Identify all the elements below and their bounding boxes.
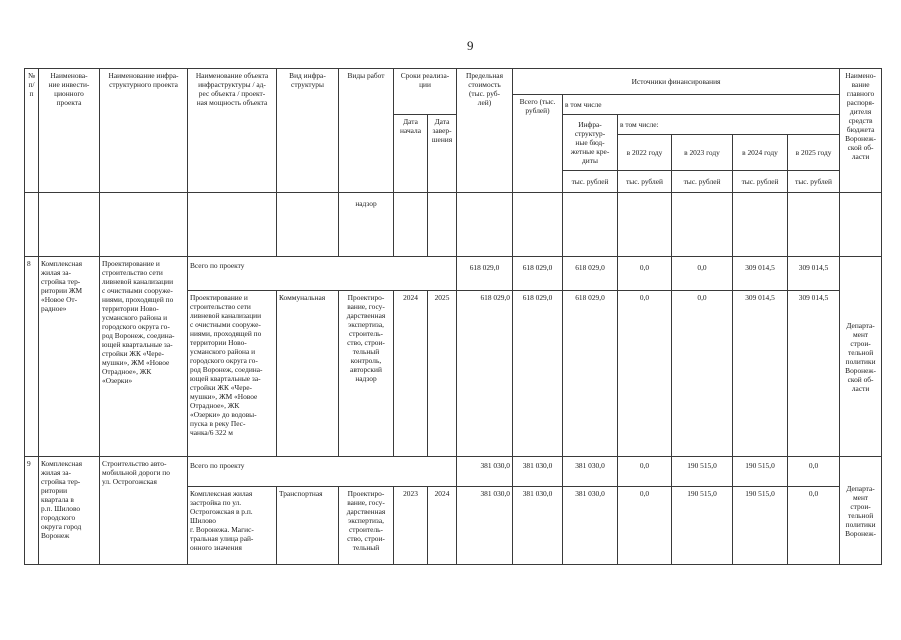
object-cell: Комплексная жилая застройка по ул. Острогожская в р.п. Шилово г. Воронежа. Магис- тральная улица рай- онного значения	[188, 487, 277, 565]
detail-2025: 0,0	[788, 487, 840, 565]
infra-name-cell: Строительство авто- мобильной дороги по ул. Острогожская	[100, 457, 188, 565]
total-max-cost: 381 030,0	[457, 457, 513, 487]
total-2025: 309 014,5	[788, 257, 840, 291]
unit-credits: тыс. рублей	[563, 171, 618, 193]
header-2025: в 2025 году	[788, 135, 840, 171]
detail-2024: 309 014,5	[733, 291, 788, 457]
total-label: Всего по проекту	[188, 457, 457, 487]
header-total: Всего (тыс. рублей)	[513, 95, 563, 193]
total-credits: 618 029,0	[563, 257, 618, 291]
invest-name-cell: Комплексная жилая за- стройка тер- ритории квартала в р.п. Шилово городского округа город Воронеж	[39, 457, 100, 565]
manager-cell: Департа- мент строи- тельной политики Воронеж- ской об- ласти	[840, 257, 882, 457]
end-date: 2024	[428, 487, 457, 565]
total-label: Всего по проекту	[188, 257, 457, 291]
infra-name-cell: Проектирование и строительство сети ливневой канализации с очистными сооруже- ниями, проходящей по территории Ново- усманского района и городского округа го- род Воронеж, соедина- ющей квартальные за- стройки ЖК «Чере- мушки», ЖМ «Новое Отрадное», ЖК «Озерки»	[100, 257, 188, 457]
header-start: Дата начала	[394, 115, 428, 193]
header-sources: Источники финансирования	[513, 69, 840, 95]
detail-2023: 0,0	[672, 291, 733, 457]
unit-2023: тыс. рублей	[672, 171, 733, 193]
header-including2: в том числе:	[618, 115, 840, 135]
detail-all: 618 029,0	[513, 291, 563, 457]
header-num: № п/п	[25, 69, 39, 193]
detail-2024: 190 515,0	[733, 487, 788, 565]
work-type-cell: Проектиро- вание, госу- дарственная экспертиза, строитель- ство, строи- тельный контроль, авторский надзор	[339, 291, 394, 457]
row-num: 9	[25, 457, 39, 565]
header-invest-name: Наименова- ние инвести- ционного проекта	[39, 69, 100, 193]
unit-2025: тыс. рублей	[788, 171, 840, 193]
table-row	[25, 257, 882, 291]
page-number: 9	[467, 38, 474, 53]
header-infra-name: Наименование инфра- структурного проекта	[100, 69, 188, 193]
table-row	[25, 457, 882, 487]
infra-type-cell: Коммунальная	[277, 291, 339, 457]
header-2024: в 2024 году	[733, 135, 788, 171]
total-2022: 0,0	[618, 257, 672, 291]
investment-projects-table	[24, 68, 882, 565]
detail-max-cost: 381 030,0	[457, 487, 513, 565]
header-terms: Сроки реализа- ции	[394, 69, 457, 115]
invest-name-cell: Комплексная жилая за- стройка тер- ритории ЖМ «Новое От- радное»	[39, 257, 100, 457]
start-date: 2023	[394, 487, 428, 565]
infra-type-cell: Транспортная	[277, 487, 339, 565]
row-num: 8	[25, 257, 39, 457]
table-row	[25, 193, 882, 257]
start-date: 2024	[394, 291, 428, 457]
total-all: 381 030,0	[513, 457, 563, 487]
total-2025: 0,0	[788, 457, 840, 487]
object-cell: Проектирование и строительство сети ливневой канализации с очистными сооруже- ниями, проходящей по территории Ново- усманского района и городского округа го- род Воронеж, соедина- ющей квартальные за- стройки ЖК «Чере- мушки», ЖМ «Новое Отрадное», ЖК «Озерки» до водовы- пуска в реку Пес- чанка/6 322 м	[188, 291, 277, 457]
end-date: 2025	[428, 291, 457, 457]
total-2023: 0,0	[672, 257, 733, 291]
header-object: Наименование объекта инфраструктуры / ад- рес объекта / проект- ная мощность объекта	[188, 69, 277, 193]
header-infra-credits: Инфра- структур- ные бюд- жетные кре- диты	[563, 115, 618, 171]
total-all: 618 029,0	[513, 257, 563, 291]
total-2022: 0,0	[618, 457, 672, 487]
header-2022: в 2022 году	[618, 135, 672, 171]
total-max-cost: 618 029,0	[457, 257, 513, 291]
total-2024: 309 014,5	[733, 257, 788, 291]
detail-credits: 381 030,0	[563, 487, 618, 565]
unit-2024: тыс. рублей	[733, 171, 788, 193]
detail-credits: 618 029,0	[563, 291, 618, 457]
header-end: Дата завер- шения	[428, 115, 457, 193]
manager-cell: Департа- мент строи- тельной политики Воронеж-	[840, 457, 882, 565]
detail-2022: 0,0	[618, 487, 672, 565]
detail-max-cost: 618 029,0	[457, 291, 513, 457]
header-max-cost: Предельная стоимость (тыс. руб- лей)	[457, 69, 513, 193]
total-2023: 190 515,0	[672, 457, 733, 487]
header-2023: в 2023 году	[672, 135, 733, 171]
total-credits: 381 030,0	[563, 457, 618, 487]
detail-2023: 190 515,0	[672, 487, 733, 565]
detail-all: 381 030,0	[513, 487, 563, 565]
header-infra-type: Вид инфра- структуры	[277, 69, 339, 193]
header-including: в том числе	[563, 95, 840, 115]
header-manager: Наимено- вание главного распоря- дителя средств бюджета Воронеж- ской об- ласти	[840, 69, 882, 193]
detail-2022: 0,0	[618, 291, 672, 457]
unit-2022: тыс. рублей	[618, 171, 672, 193]
work-type-cell: надзор	[339, 193, 394, 257]
header-work-type: Виды работ	[339, 69, 394, 193]
total-2024: 190 515,0	[733, 457, 788, 487]
detail-2025: 309 014,5	[788, 291, 840, 457]
work-type-cell: Проектиро- вание, госу- дарственная экспертиза, строитель- ство, строи- тельный	[339, 487, 394, 565]
